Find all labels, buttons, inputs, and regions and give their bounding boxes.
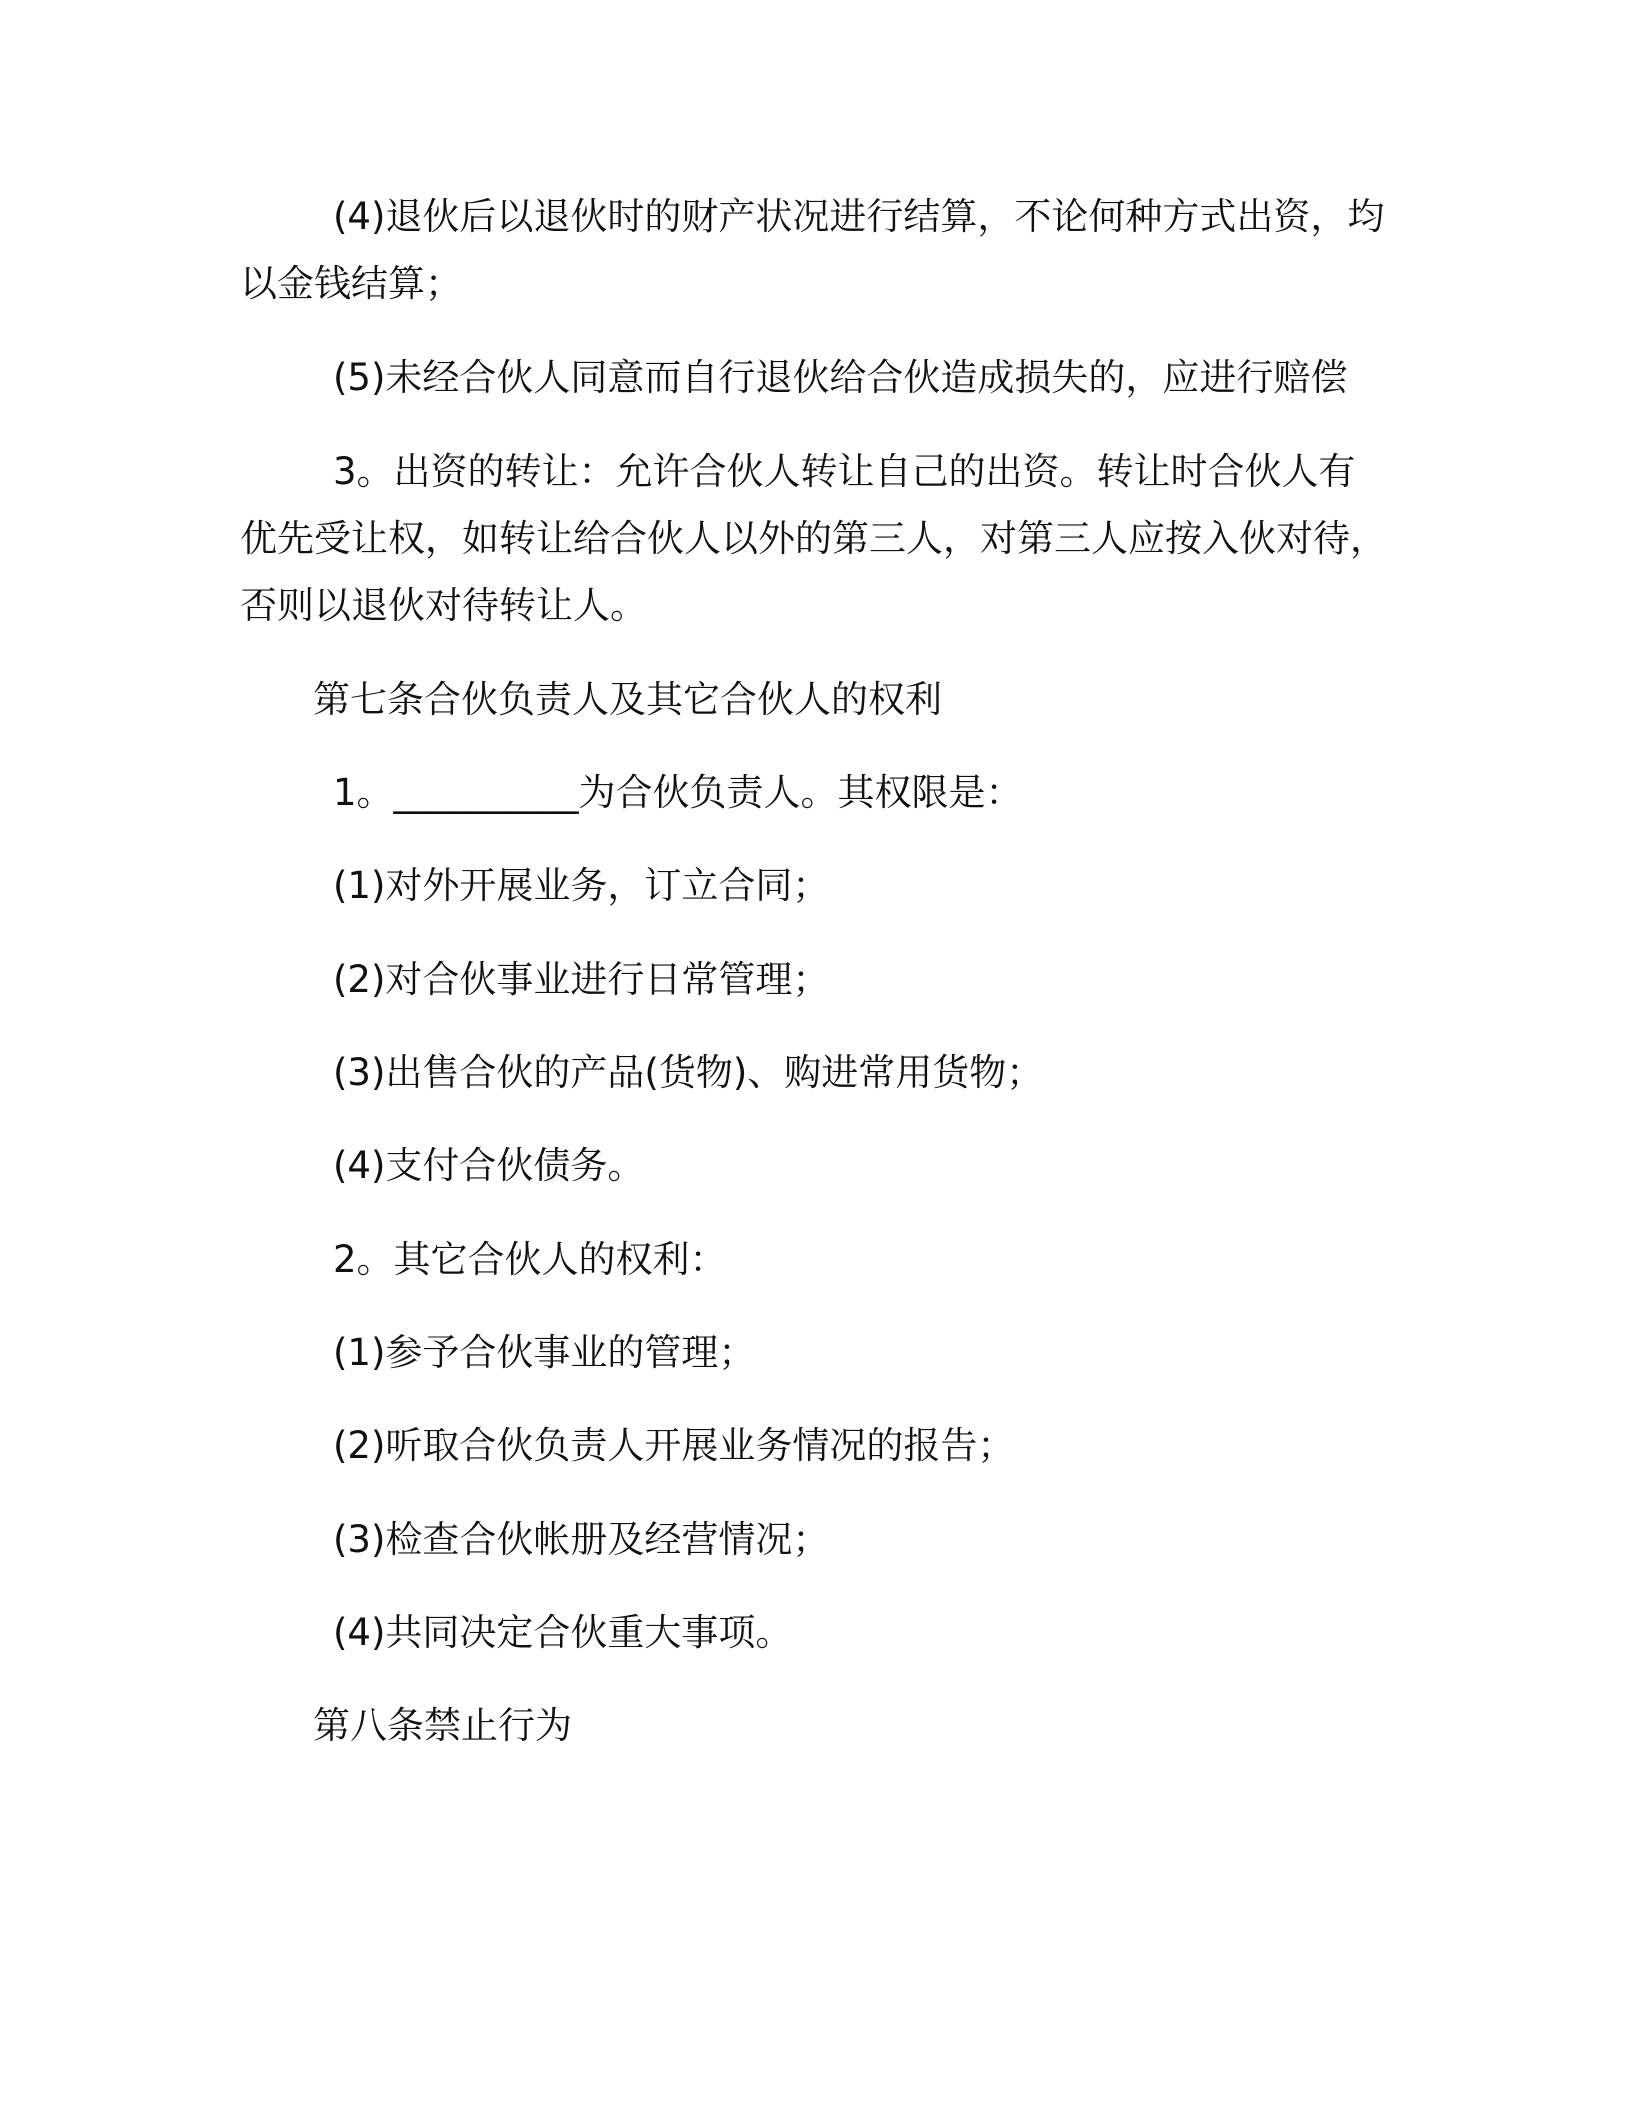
paragraph-line: (4)支付合伙债务。 — [333, 1144, 645, 1187]
paragraph-line: 优先受让权，如转让给合伙人以外的第三人，对第三人应按入伙对待， — [240, 517, 1387, 560]
paragraph-line: (5)未经合伙人同意而自行退伙给合伙造成损失的，应进行赔偿 — [333, 356, 1348, 399]
paragraph-line: (3)出售合伙的产品(货物)、购进常用货物； — [333, 1051, 1044, 1094]
paragraph-line: (1)参予合伙事业的管理； — [333, 1331, 756, 1374]
paragraph-line: (1)对外开展业务，订立合同； — [333, 864, 830, 907]
paragraph-line: (2)对合伙事业进行日常管理； — [333, 958, 830, 1001]
paragraph-line: (2)听取合伙负责人开展业务情况的报告； — [333, 1424, 1015, 1467]
paragraph-line: 以金钱结算； — [240, 262, 462, 305]
paragraph-line: (3)检查合伙帐册及经营情况； — [333, 1518, 830, 1561]
paragraph-line: (4)退伙后以退伙时的财产状况进行结算，不论何种方式出资，均 — [333, 195, 1385, 238]
article-heading: 第八条禁止行为 — [313, 1704, 572, 1747]
paragraph-line: 1。__________为合伙负责人。其权限是： — [333, 771, 1023, 814]
paragraph-line: 3。出资的转让：允许合伙人转让自己的出资。转让时合伙人有 — [333, 450, 1356, 493]
paragraph-line: 否则以退伙对待转让人。 — [240, 584, 647, 627]
paragraph-line: (4)共同决定合伙重大事项。 — [333, 1611, 793, 1654]
article-heading: 第七条合伙负责人及其它合伙人的权利 — [313, 678, 942, 721]
paragraph-line: 2。其它合伙人的权利： — [333, 1238, 727, 1281]
